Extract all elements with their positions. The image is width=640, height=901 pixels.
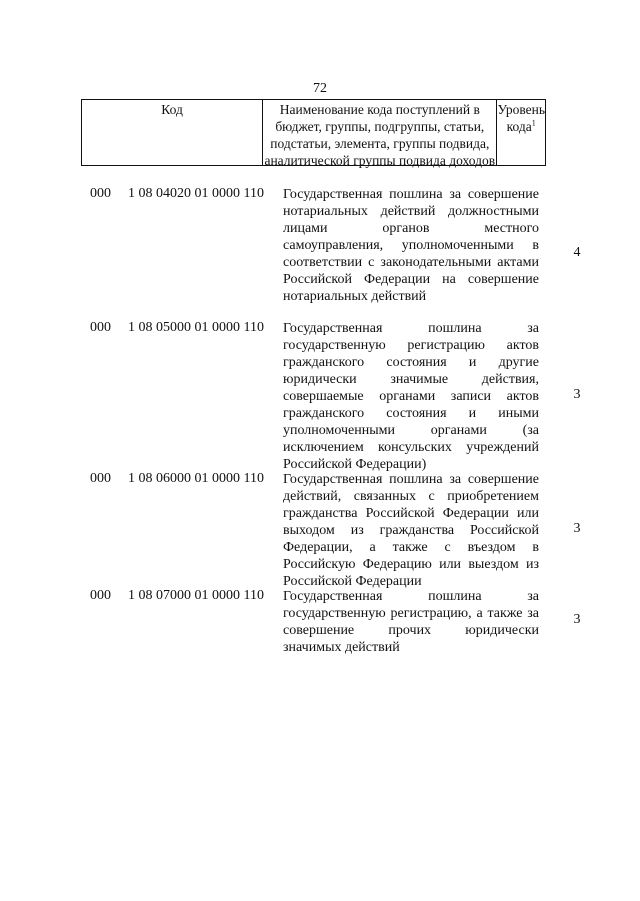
row-admin-code: 000: [90, 186, 111, 201]
row-level: 4: [573, 245, 581, 260]
header-level-footnote: 1: [531, 118, 536, 128]
row-code: 1 08 06000 01 0000 110: [128, 471, 264, 486]
row-name: Государственная пошлина за государственную регистрацию актов гражданского состояния и другие юридически значимые действия, совершаемые органами записи актов гражданского состояния и иными уполномоченными органами (за исключением консульских учреждений Российской Федерации): [283, 321, 539, 472]
header-level: [497, 100, 545, 165]
row-level: 3: [573, 521, 581, 536]
row-code: 1 08 07000 01 0000 110: [128, 588, 264, 603]
page-number: 72: [313, 81, 327, 96]
row-code: 1 08 05000 01 0000 110: [128, 320, 264, 335]
table-header: [81, 99, 546, 166]
row-name: Государственная пошлина за государственную регистрацию, а также за совершение прочих юридически значимых действий: [283, 589, 539, 655]
row-level: 3: [573, 612, 581, 627]
row-code: 1 08 04020 01 0000 110: [128, 186, 264, 201]
header-code: Код: [82, 100, 263, 165]
row-admin-code: 000: [90, 588, 111, 603]
header-name: Наименование кода поступлений в бюджет, группы, подгруппы, статьи, подстатьи, элемента, группы подвида, аналитической группы подвида доходов: [263, 100, 497, 165]
row-name: Государственная пошлина за совершение действий, связанных с приобретением гражданства Российской Федерации или выходом из гражданства Российской Федерации, а также с въездом в Российскую Федерацию или выездом из Российской Федерации: [283, 472, 539, 589]
row-level: 3: [573, 387, 581, 402]
header-level-suffix: а: [525, 119, 532, 134]
row-admin-code: 000: [90, 320, 111, 335]
row-admin-code: 000: [90, 471, 111, 486]
header-level-text: Уровень код: [497, 102, 545, 134]
row-name: Государственная пошлина за совершение нотариальных действий должностными лицами органов местного самоуправления, уполномоченными в соответствии с законодательными актами Российской Федерации на совершение нотариальных действий: [283, 187, 539, 304]
